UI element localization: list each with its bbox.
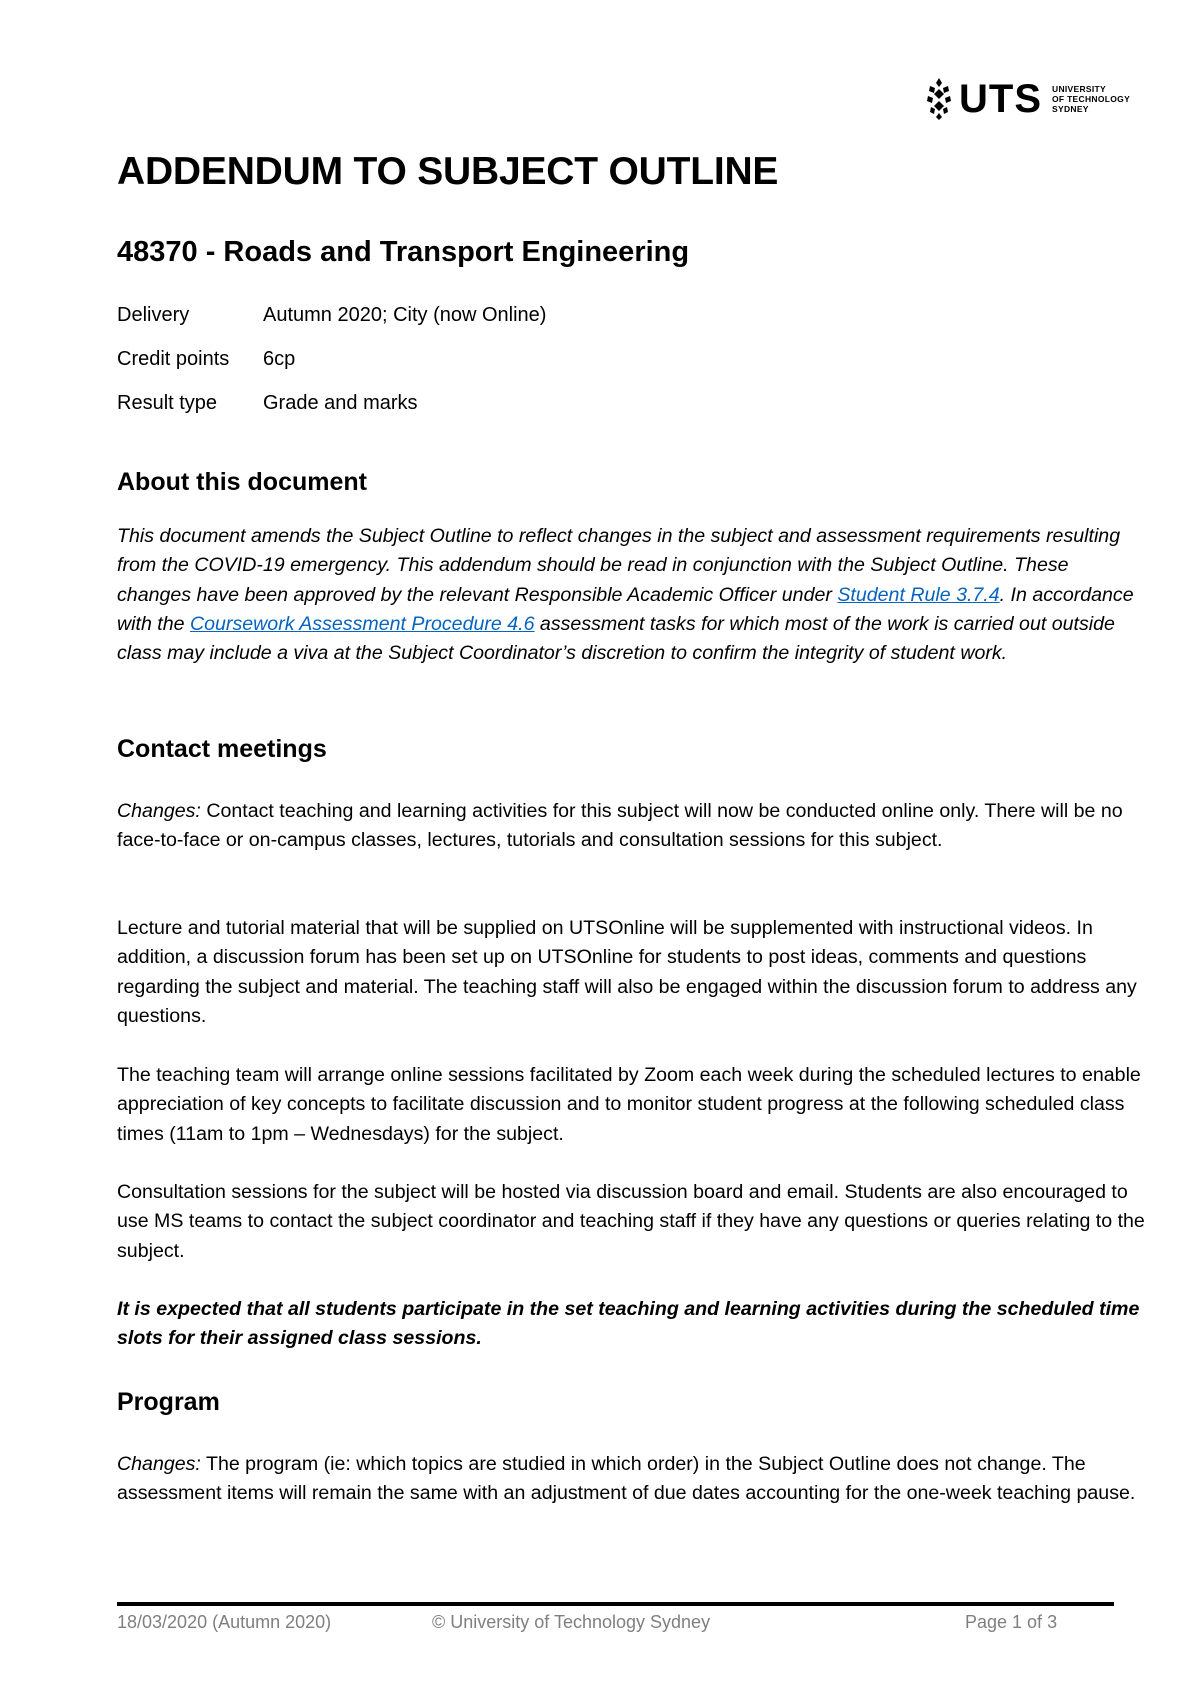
coursework-procedure-link[interactable]: Coursework Assessment Procedure 4.6 [189, 612, 535, 635]
meta-value: Grade and marks [263, 392, 418, 414]
footer-page-number: Page 1 of 3 [965, 1612, 1058, 1632]
meta-value: 6cp [263, 348, 296, 370]
changes-label: Changes: [117, 800, 201, 822]
footer-date: 18/03/2020 (Autumn 2020) [117, 1612, 332, 1632]
contact-meetings-heading: Contact meetings [117, 735, 327, 763]
meta-row-result-type [117, 392, 418, 415]
about-heading: About this document [117, 468, 367, 496]
uts-logo [925, 76, 1130, 122]
contact-paragraph-expectation: It is expected that all students participate in the set teaching and learning activities during the scheduled time slots for their assigned class sessions. [117, 1298, 1140, 1350]
subject-title: 48370 - Roads and Transport Engineering [117, 236, 690, 268]
meta-label: Credit points [117, 348, 230, 370]
contact-paragraph-consultation: Consultation sessions for the subject will be hosted via discussion board and email. Students are also encouraged to use MS teams to contact the subject coordinator and teaching staff if they have any questions or queries relating to the subject. [117, 1181, 1145, 1262]
meta-row-credit-points [117, 348, 295, 371]
meta-label: Delivery [117, 304, 190, 326]
student-rule-link[interactable]: Student Rule 3.7.4 [837, 583, 1000, 606]
logo-subtitle: UNIVERSITY OF TECHNOLOGY SYDNEY [1052, 84, 1131, 114]
meta-value: Autumn 2020; City (now Online) [263, 304, 547, 326]
contact-paragraph-zoom: The teaching team will arrange online sessions facilitated by Zoom each week during the scheduled lectures to enable appreciation of key concepts to facilitate discussion and to monitor student progress at the following scheduled class times (11am to 1pm – Wednesdays) for the subject. [117, 1064, 1141, 1145]
program-paragraph: Changes: The program (ie: which topics are studied in which order) in the Subject Outline does not change. The assessment items will remain the same with an adjustment of due dates accounting for the one-week teaching pause. [117, 1453, 1136, 1505]
document-title: ADDENDUM TO SUBJECT OUTLINE [117, 150, 779, 193]
about-paragraph: This document amends the Subject Outline to reflect changes in the subject and assessment requirements resulting from the COVID-19 emergency. This addendum should be read in conjunction with the Subject Outline. These changes have been approved by the relevant Responsible Academic Officer under Student Rule 3.7.4. In accordance with the Coursework Assessment Procedure 4.6 assessment tasks for which most of the work is carried out outside class may include a viva at the Subject Coordinator’s discretion to confirm the integrity of student work. [117, 525, 1134, 665]
meta-row-delivery [117, 304, 546, 327]
meta-label: Result type [117, 392, 218, 414]
footer-copyright: © University of Technology Sydney [432, 1612, 711, 1632]
footer-divider [117, 1602, 1114, 1606]
contact-paragraph-lecture-material: Lecture and tutorial material that will be supplied on UTSOnline will be supplemented with instructional videos. In addition, a discussion forum has been set up on UTSOnline for students to post ideas, comments and questions regarding the subject and material. The teaching staff will also be engaged within the discussion forum to address any questions. [117, 917, 1137, 1027]
uts-crest-icon [925, 78, 953, 120]
changes-label: Changes: [117, 1453, 201, 1475]
contact-paragraph-changes: Changes: Contact teaching and learning activities for this subject will now be conducted online only. There will be no face-to-face or on-campus classes, lectures, tutorials and consultation sessions for this subject. [117, 800, 1123, 852]
program-heading: Program [117, 1388, 220, 1416]
logo-wordmark: UTS [959, 77, 1042, 121]
